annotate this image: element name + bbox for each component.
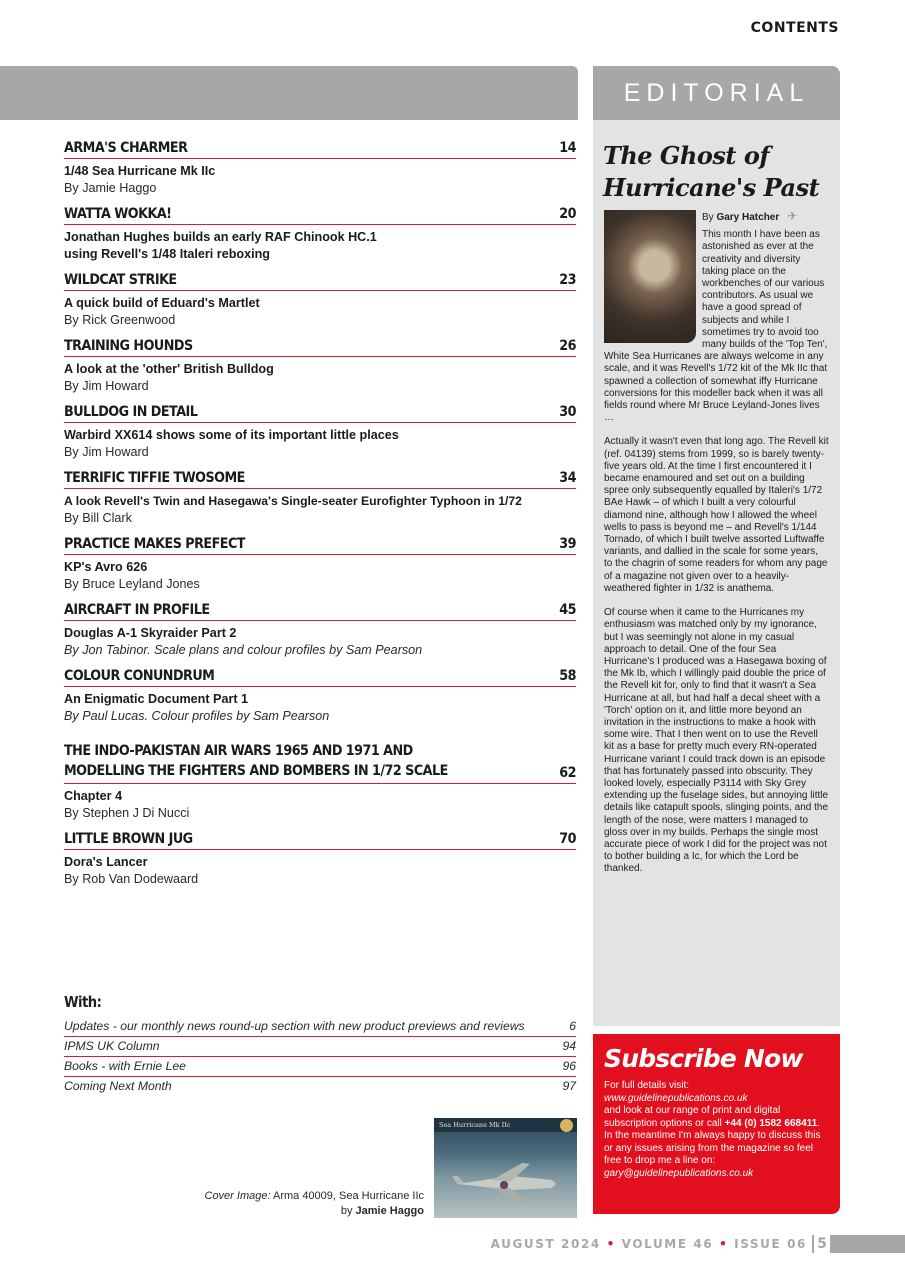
toc-entry[interactable] xyxy=(64,831,576,888)
toc-entry[interactable] xyxy=(64,272,576,329)
with-item-label: IPMS UK Column xyxy=(64,1039,160,1053)
cover-by-prefix: by xyxy=(340,1205,356,1217)
editorial-title: The Ghost of Hurricane's Past xyxy=(603,141,820,202)
with-item-label: Coming Next Month xyxy=(64,1079,172,1093)
editorial-body xyxy=(593,204,840,876)
toc-title[interactable]: WILDCAT STRIKE xyxy=(64,272,177,288)
toc-title[interactable]: WATTA WOKKA! xyxy=(64,206,172,222)
header-bar xyxy=(0,66,578,120)
toc-byline: By Rick Greenwood xyxy=(64,313,176,327)
toc-subtitle: Douglas A-1 Skyraider Part 2 xyxy=(64,626,237,640)
toc-subtitle: Jonathan Hughes builds an early RAF Chinook HC.1 xyxy=(64,230,377,244)
toc-byline: By Jamie Haggo xyxy=(64,181,157,195)
toc-subtitle: Chapter 4 xyxy=(64,789,123,803)
with-item-page: 96 xyxy=(562,1059,576,1073)
with-item-label: Updates - our monthly news round-up section with new product previews and reviews xyxy=(64,1019,525,1033)
page-number-tab xyxy=(812,1235,905,1253)
footer-separator: • xyxy=(713,1237,735,1251)
author-photo xyxy=(604,210,696,343)
toc-subtitle: 1/48 Sea Hurricane Mk IIc xyxy=(64,164,216,178)
toc-byline: By Bruce Leyland Jones xyxy=(64,577,200,591)
toc-page: 58 xyxy=(559,668,576,684)
toc-byline: By Paul Lucas. Colour profiles by Sam Pearson xyxy=(64,709,330,723)
with-item-page: 97 xyxy=(562,1079,576,1093)
toc-entry[interactable] xyxy=(64,668,576,725)
subscribe-email-link[interactable]: gary@guidelinepublications.co.uk xyxy=(604,1167,754,1179)
toc-title[interactable]: LITTLE BROWN JUG xyxy=(64,831,193,847)
toc-page: 45 xyxy=(559,602,576,618)
footer-issue-info xyxy=(491,1235,807,1253)
subscribe-body-2: . In the meantime I'm always happy to discuss this or any issues arising from the magazine so feel free to drop me a line on: xyxy=(604,1117,821,1166)
section-label: CONTENTS xyxy=(750,20,839,36)
editorial-panel xyxy=(593,66,840,1026)
with-section xyxy=(64,993,576,1096)
cover-image[interactable] xyxy=(434,1118,577,1218)
toc-byline: By Jim Howard xyxy=(64,445,149,459)
toc-entry[interactable] xyxy=(64,140,576,197)
toc-byline: By Jim Howard xyxy=(64,379,149,393)
toc-subtitle: Dora's Lancer xyxy=(64,855,148,869)
footer-volume: VOLUME 46 xyxy=(621,1237,714,1251)
toc-title[interactable]: BULLDOG IN DETAIL xyxy=(64,404,198,420)
toc-title-line1: THE INDO-PAKISTAN AIR WARS 1965 AND 1971 AND xyxy=(64,743,413,759)
editorial-header: EDITORIAL xyxy=(593,66,840,120)
cover-caption xyxy=(205,1189,425,1219)
editorial-paragraph: Of course when it came to the Hurricanes my enthusiasm was matched only by my ignorance, but I was seemingly not alone in my casual approach to detail. One of the four Sea Hurricane's I produced was a Hasegawa boxing of the Mk Ib, which I willingly paid double the price of the Revell kit for, only to find that it wasn't a Sea Hurricane at all, but had half a decal sheet with a 'Torch' option on it, and little more beyond an invitation in the instructions to make a hook with some wire. That I then went on to use the Revell kit as a base for pretty much every RN-operated Hurricane variant I could track down is an episode that has fortunately passed into obscurity. They looked lovely, especially P3114 with Sky Grey extending up the fuselage sides, but annoying little details like catapult spools, slinging points, and the length of the nose, were matters I managed to gloss over in my builds. Perhaps the single most accurate piece of work I did for the project was not to bother building a Ic, for which the Lord be thanked. xyxy=(604,607,829,875)
byline-prefix: By xyxy=(702,212,717,223)
toc-title[interactable]: PRACTICE MAKES PREFECT xyxy=(64,536,245,552)
with-heading: With: xyxy=(64,993,102,1011)
subscribe-panel xyxy=(593,1034,840,1214)
toc-entry[interactable] xyxy=(64,404,576,461)
page-footer xyxy=(0,1235,905,1253)
toc-page: 30 xyxy=(559,404,576,420)
arma-logo-icon xyxy=(560,1119,573,1132)
toc-subtitle: KP's Avro 626 xyxy=(64,560,148,574)
toc-title[interactable]: COLOUR CONUNDRUM xyxy=(64,668,215,684)
with-item[interactable] xyxy=(64,1017,576,1037)
toc-page: 26 xyxy=(559,338,576,354)
table-of-contents xyxy=(64,140,576,897)
toc-subtitle: A quick build of Eduard's Martlet xyxy=(64,296,260,310)
toc-title[interactable]: ARMA'S CHARMER xyxy=(64,140,188,156)
toc-title-line2: MODELLING THE FIGHTERS AND BOMBERS IN 1/72 SCALE xyxy=(64,763,448,779)
toc-subtitle: An Enigmatic Document Part 1 xyxy=(64,692,249,706)
toc-subtitle: A look at the 'other' British Bulldog xyxy=(64,362,274,376)
toc-entry[interactable] xyxy=(64,741,576,822)
author-name: Gary Hatcher xyxy=(716,212,780,223)
toc-byline: By Bill Clark xyxy=(64,511,132,525)
subscribe-text xyxy=(604,1080,829,1180)
subscribe-title: Subscribe Now xyxy=(604,1044,803,1073)
footer-month: AUGUST 2024 xyxy=(490,1237,601,1251)
with-item[interactable] xyxy=(64,1037,576,1057)
toc-page: 20 xyxy=(559,206,576,222)
toc-subtitle: A look Revell's Twin and Hasegawa's Single-seater Eurofighter Typhoon in 1/72 xyxy=(64,494,522,508)
toc-entry[interactable] xyxy=(64,536,576,593)
footer-separator: • xyxy=(600,1237,622,1251)
toc-page: 23 xyxy=(559,272,576,288)
toc-entry[interactable] xyxy=(64,338,576,395)
with-item-page: 94 xyxy=(562,1039,576,1053)
hurricane-plane-icon xyxy=(452,1158,562,1206)
with-item[interactable] xyxy=(64,1077,576,1096)
toc-byline: By Stephen J Di Nucci xyxy=(64,806,190,820)
cover-photographer: Jamie Haggo xyxy=(355,1205,424,1217)
toc-page: 62 xyxy=(559,765,576,781)
with-item-page: 6 xyxy=(569,1019,576,1033)
toc-byline: By Rob Van Dodewaard xyxy=(64,872,199,886)
toc-title[interactable] xyxy=(64,741,448,781)
cover-caption-text: Arma 40009, Sea Hurricane IIc xyxy=(270,1190,424,1202)
toc-page: 39 xyxy=(559,536,576,552)
with-item[interactable] xyxy=(64,1057,576,1077)
with-item-label: Books - with Ernie Lee xyxy=(64,1059,186,1073)
toc-byline: By Jon Tabinor. Scale plans and colour profiles by Sam Pearson xyxy=(64,643,423,657)
toc-title[interactable]: TERRIFIC TIFFIE TWOSOME xyxy=(64,470,245,486)
page-number: 5 xyxy=(814,1235,830,1253)
toc-subtitle-line2: using Revell's 1/48 Italeri reboxing xyxy=(64,247,270,261)
toc-title[interactable]: TRAINING HOUNDS xyxy=(64,338,193,354)
toc-page: 14 xyxy=(559,140,576,156)
footer-issue: ISSUE 06 xyxy=(734,1237,807,1251)
subscribe-phone[interactable]: +44 (0) 1582 668411 xyxy=(724,1117,818,1129)
plane-icon: ✈ xyxy=(787,209,798,223)
toc-entry[interactable] xyxy=(64,602,576,659)
toc-title[interactable]: AIRCRAFT IN PROFILE xyxy=(64,602,210,618)
toc-page: 70 xyxy=(559,831,576,847)
toc-entry[interactable] xyxy=(64,206,576,263)
cover-caption-prefix: Cover Image: xyxy=(204,1190,271,1202)
toc-page: 34 xyxy=(559,470,576,486)
editorial-paragraph: This month I have been as astonished as ever at the creativity and diversity taking place on the workbenches of our various contributors. As usual we have a good spread of subjects and while I sometimes try to avoid too many builds of the 'Top Ten', White Sea Hurricanes are always welcome in any scale, and it was Revell's 1/72 kit of the Mk IIc that spawned a collection of somewhat iffy Hurricane conversions for this modeller back when it was all fields round where Mr Bruce Leyland-Jones lives … xyxy=(604,229,828,424)
toc-subtitle: Warbird XX614 shows some of its important little places xyxy=(64,428,399,442)
toc-entry[interactable] xyxy=(64,470,576,527)
subscribe-line: For full details visit: xyxy=(604,1080,690,1091)
editorial-paragraph: Actually it wasn't even that long ago. The Revell kit (ref. 04139) stems from 1999, so is barely twenty-five years old. At the time I first encountered it I became enamoured and set out on a building spree only subsequently equalled by Italeri's 1/72 BAe Hawk – of which I built a very colourful diamond nine, although how I allowed the wheel wells to pass is beyond me – and Revell's 1/144 Tornado, of which I built twelve assorted Luftwaffe variants, and dallied in the scale for some years, to the chagrin of some readers for whom any page of a magazine not given over to a heavily-weathered fighter in 1/32 is anathema. xyxy=(604,436,829,594)
subscribe-url-link[interactable]: www.guidelinepublications.co.uk xyxy=(604,1092,748,1104)
cover-box-title: Sea Hurricane Mk IIc xyxy=(434,1118,577,1132)
subscribe-body: and look at our range of print and digital subscription options or call xyxy=(604,1105,781,1129)
